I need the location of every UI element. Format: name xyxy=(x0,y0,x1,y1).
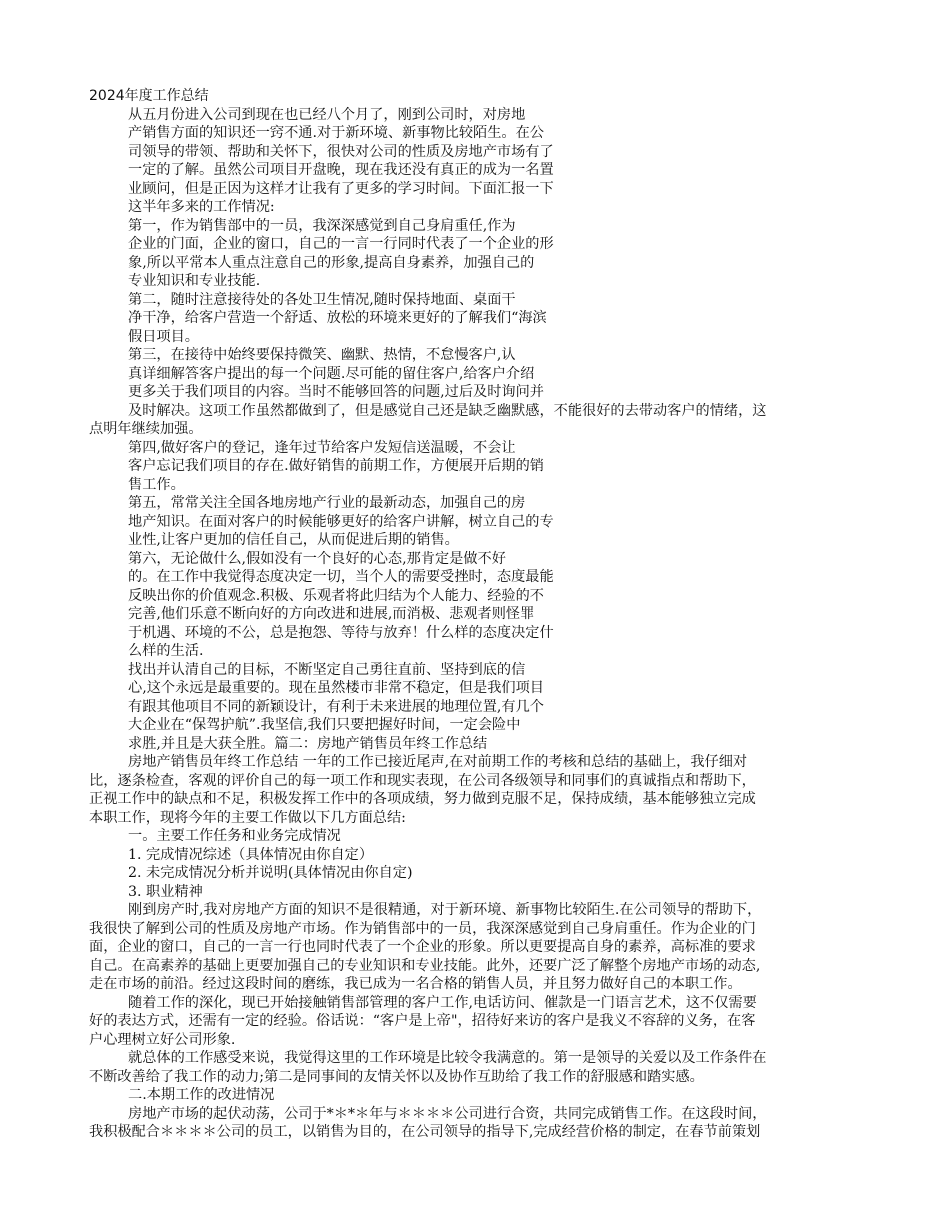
text-line: 走在市场的前沿。经过这段时间的磨练，我已成为一名合格的销售人员，并且努力做好自己的本职工作。 xyxy=(89,976,742,992)
text-line: 面，企业的窗口，自己的一言一行也同时代表了一个企业的形象。所以更要提高自身的素养，高标准的要求 xyxy=(89,939,756,955)
text-line: 么样的生活. xyxy=(128,643,204,659)
text-line: 比，逐条检查，客观的评价自己的每一项工作和现实表现，在公司各级领导和同事们的真诚指点和帮助下， xyxy=(89,773,756,789)
text-line: 净干净，给客户营造一个舒适、放松的环境来更好的了解我们“海滨 xyxy=(128,310,547,326)
text-line: 找出并认清自己的目标，不断坚定自己勇往直前、坚持到底的信 xyxy=(128,662,526,678)
text-line: 3. 职业精神 xyxy=(128,884,203,900)
text-line: 企业的门面，企业的窗口，自己的一言一行同时代表了一个企业的形 xyxy=(128,236,554,252)
text-line: 于机遇、环境的不公，总是抱怨、等待与放弃！什么样的态度决定什 xyxy=(128,625,554,641)
text-line: 真详细解答客户提出的每一个问题.尽可能的留住客户,给客户介绍 xyxy=(128,366,535,382)
text-line: 及时解决。这项工作虽然都做到了，但是感觉自己还是缺乏幽默感，不能很好的去带动客户的情绪，这 xyxy=(128,403,767,419)
text-line: 正视工作中的缺点和不足，积极发挥工作中的各项成绩，努力做到克服不足，保持成绩，基本能够独立完成 xyxy=(89,791,756,807)
text-line: 本职工作，现将今年的主要工作做以下几方面总结: xyxy=(89,810,406,826)
text-line: 的。在工作中我觉得态度决定一切，当个人的需要受挫时，态度最能 xyxy=(128,569,554,585)
text-line: 第六，无论做什么,假如没有一个良好的心态,那肯定是做不好 xyxy=(128,551,506,567)
text-line: 点明年继续加强。 xyxy=(89,421,203,437)
text-line: 象,所以平常本人重点注意自己的形象,提高自身素养，加强自己的 xyxy=(128,255,535,271)
text-line: 一。主要工作任务和业务完成情况 xyxy=(128,828,341,844)
text-line: 1. 完成情况综述（具体情况由你自定） xyxy=(128,847,374,863)
text-line: 这半年多来的工作情况: xyxy=(128,199,275,215)
text-line: 心,这个永远是最重要的。现在虽然楼市非常不稳定，但是我们项目 xyxy=(128,680,544,696)
text-line: 随着工作的深化，现已开始接触销售部管理的客户工作,电话访问、催款是一门语言艺术，这不仅需要 xyxy=(128,995,757,1011)
text-line: 第三，在接待中始终要保持微笑、幽默、热情，不怠慢客户,认 xyxy=(128,347,516,363)
text-line: 售工作。 xyxy=(128,477,185,493)
text-line: 我很快了解到公司的性质及房地产市场。作为销售部中的一员，我深深感觉到自己身肩重任。作为企业的门 xyxy=(89,921,756,937)
text-line: 更多关于我们项目的内容。当时不能够回答的问题,过后及时询问并 xyxy=(128,384,544,400)
text-line: 刚到房产时,我对房地产方面的知识不是很精通，对于新环境、新事物比较陌生.在公司领导的帮助下， xyxy=(128,902,762,918)
text-line: 业性,让客户更加的信任自己，从而促进后期的销售。 xyxy=(128,532,459,548)
text-line: 求胜,并且是大获全胜。篇二：房地产销售员年终工作总结 xyxy=(128,736,488,752)
text-line: 司领导的带领、帮助和关怀下，很快对公司的性质及房地产市场有了 xyxy=(128,144,554,160)
text-line: 从五月份进入公司到现在也已经八个月了，刚到公司时，对房地 xyxy=(128,107,526,123)
text-line: 二.本期工作的改进情况 xyxy=(128,1087,275,1103)
text-line: 不断改善给了我工作的动力;第二是同事间的友情关怀以及协作互助给了我工作的舒服感和踏实感。 xyxy=(89,1069,704,1085)
text-line: 自己。在高素养的基础上更要加强自己的专业知识和专业技能。此外，还要广泛了解整个房地产市场的动态, xyxy=(89,958,761,974)
document-title: 2024年度工作总结 xyxy=(89,88,209,104)
text-line: 业顾问，但是正因为这样才让我有了更多的学习时间。下面汇报一下 xyxy=(128,181,554,197)
text-line: 假日项目。 xyxy=(128,329,199,345)
text-line: 房地产市场的起伏动荡，公司于*＊*＊年与＊＊＊＊公司进行合资，共同完成销售工作。在这段时间， xyxy=(128,1106,767,1122)
text-line: 有跟其他项目不同的新颖设计，有利于未来进展的地理位置,有几个 xyxy=(128,699,544,715)
text-line: 就总体的工作感受来说，我觉得这里的工作环境是比较令我满意的。第一是领导的关爱以及工作条件在 xyxy=(128,1050,767,1066)
text-line: 完善,他们乐意不断向好的方向改进和进展,而消极、悲观者则怪罪 xyxy=(128,606,535,622)
text-line: 地产知识。在面对客户的时候能够更好的给客户讲解，树立自己的专 xyxy=(128,514,554,530)
text-line: 客户忘记我们项目的存在.做好销售的前期工作，方便展开后期的销 xyxy=(128,458,544,474)
text-line: 大企业在“保驾护航”.我坚信,我们只要把握好时间，一定会险中 xyxy=(128,717,521,733)
text-line: 第五，常常关注全国各地房地产行业的最新动态，加强自己的房 xyxy=(128,495,526,511)
text-line: 我积极配合＊＊＊＊公司的员工，以销售为目的，在公司领导的指导下,完成经营价格的制定，在春节前策划 xyxy=(89,1124,761,1140)
text-line: 一定的了解。虽然公司项目开盘晚，现在我还没有真正的成为一名置 xyxy=(128,162,554,178)
text-line: 反映出你的价值观念.积极、乐观者将此归结为个人能力、经验的不 xyxy=(128,588,544,604)
text-line: 第一，作为销售部中的一员，我深深感觉到自己身肩重任,作为 xyxy=(128,218,516,234)
text-line: 第二，随时注意接待处的各处卫生情况,随时保持地面、桌面干 xyxy=(128,292,516,308)
text-line: 产销售方面的知识还一窍不通.对于新环境、新事物比较陌生。在公 xyxy=(128,125,544,141)
text-line: 户心理树立好公司形象. xyxy=(89,1032,236,1048)
text-line: 2. 未完成情况分析并说明(具体情况由你自定) xyxy=(128,865,413,881)
text-line: 房地产销售员年终工作总结 一年的工作已接近尾声,在对前期工作的考核和总结的基础上，我仔细对 xyxy=(128,754,748,770)
text-line: 第四,做好客户的登记，逢年过节给客户发短信送温暖，不会让 xyxy=(128,440,516,456)
text-line: 好的表达方式，还需有一定的经验。俗话说：“客户是上帝"，招待好来访的客户是我义不容辞的义务，在客 xyxy=(89,1013,756,1029)
text-line: 专业知识和专业技能. xyxy=(128,273,261,289)
